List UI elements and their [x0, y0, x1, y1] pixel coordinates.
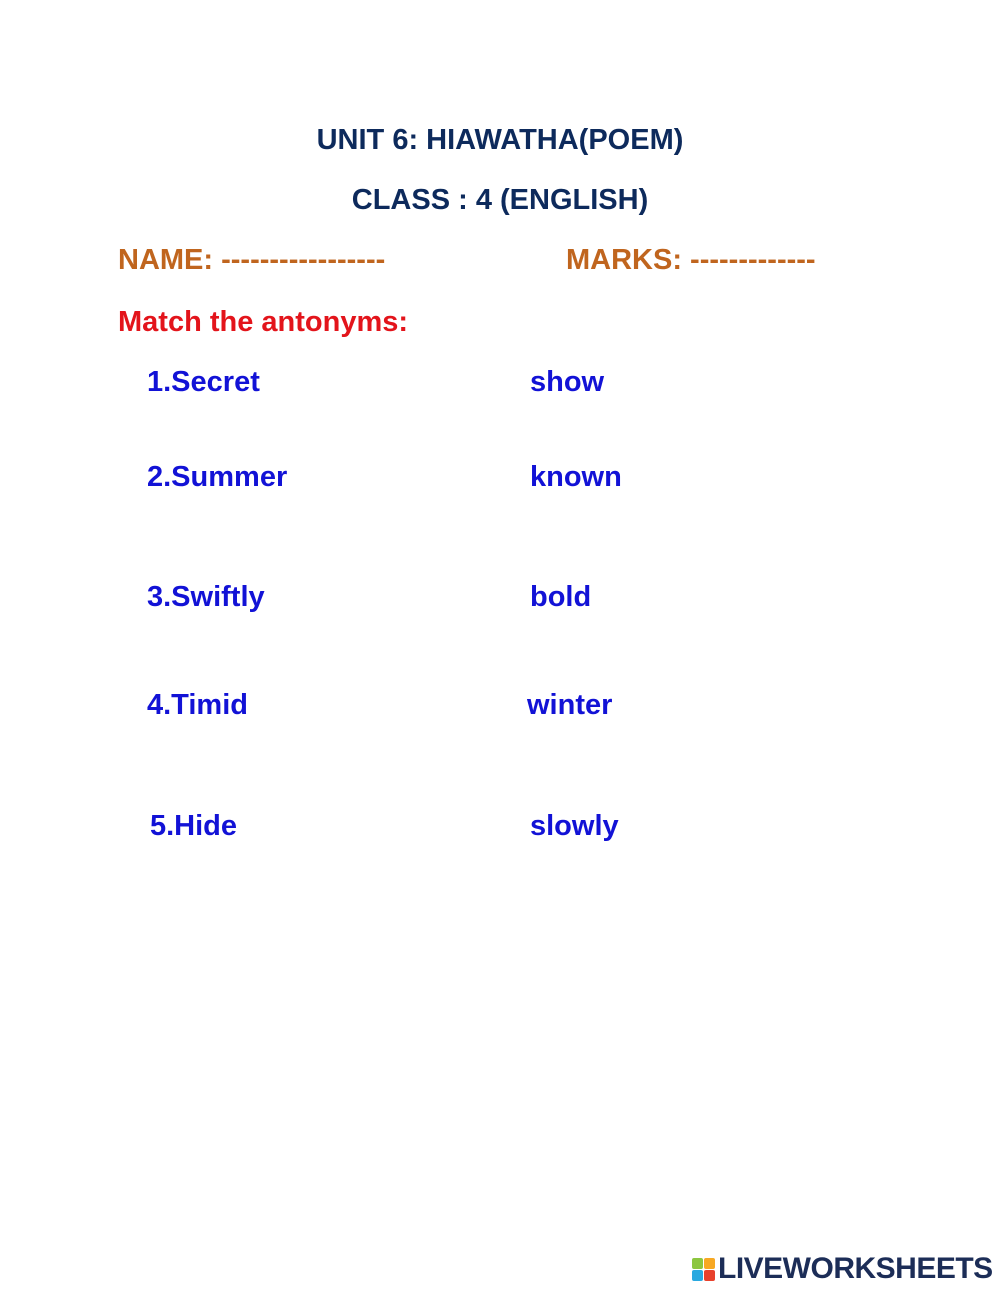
right-item-1[interactable]: show [530, 366, 605, 398]
right-item-2[interactable]: known [530, 461, 622, 493]
right-item-5[interactable]: slowly [530, 810, 619, 842]
right-item-3[interactable]: bold [530, 581, 592, 613]
logo-text: LIVEWORKSHEETS [718, 1252, 993, 1285]
left-item-4[interactable]: 4.Timid [147, 689, 248, 721]
name-field: NAME: ----------------- [118, 244, 386, 276]
marks-field: MARKS: ------------- [566, 244, 816, 276]
class-title: CLASS : 4 (ENGLISH) [351, 184, 649, 216]
liveworksheets-logo-icon [692, 1258, 715, 1281]
instruction-text: Match the antonyms: [118, 306, 409, 338]
left-item-1[interactable]: 1.Secret [147, 366, 260, 398]
left-item-3[interactable]: 3.Swiftly [147, 581, 265, 613]
unit-title: UNIT 6: HIAWATHA(POEM) [316, 124, 684, 156]
left-item-2[interactable]: 2.Summer [147, 461, 288, 493]
left-item-5[interactable]: 5.Hide [150, 810, 238, 842]
liveworksheets-logo [692, 1253, 993, 1285]
right-item-4[interactable]: winter [527, 689, 613, 721]
